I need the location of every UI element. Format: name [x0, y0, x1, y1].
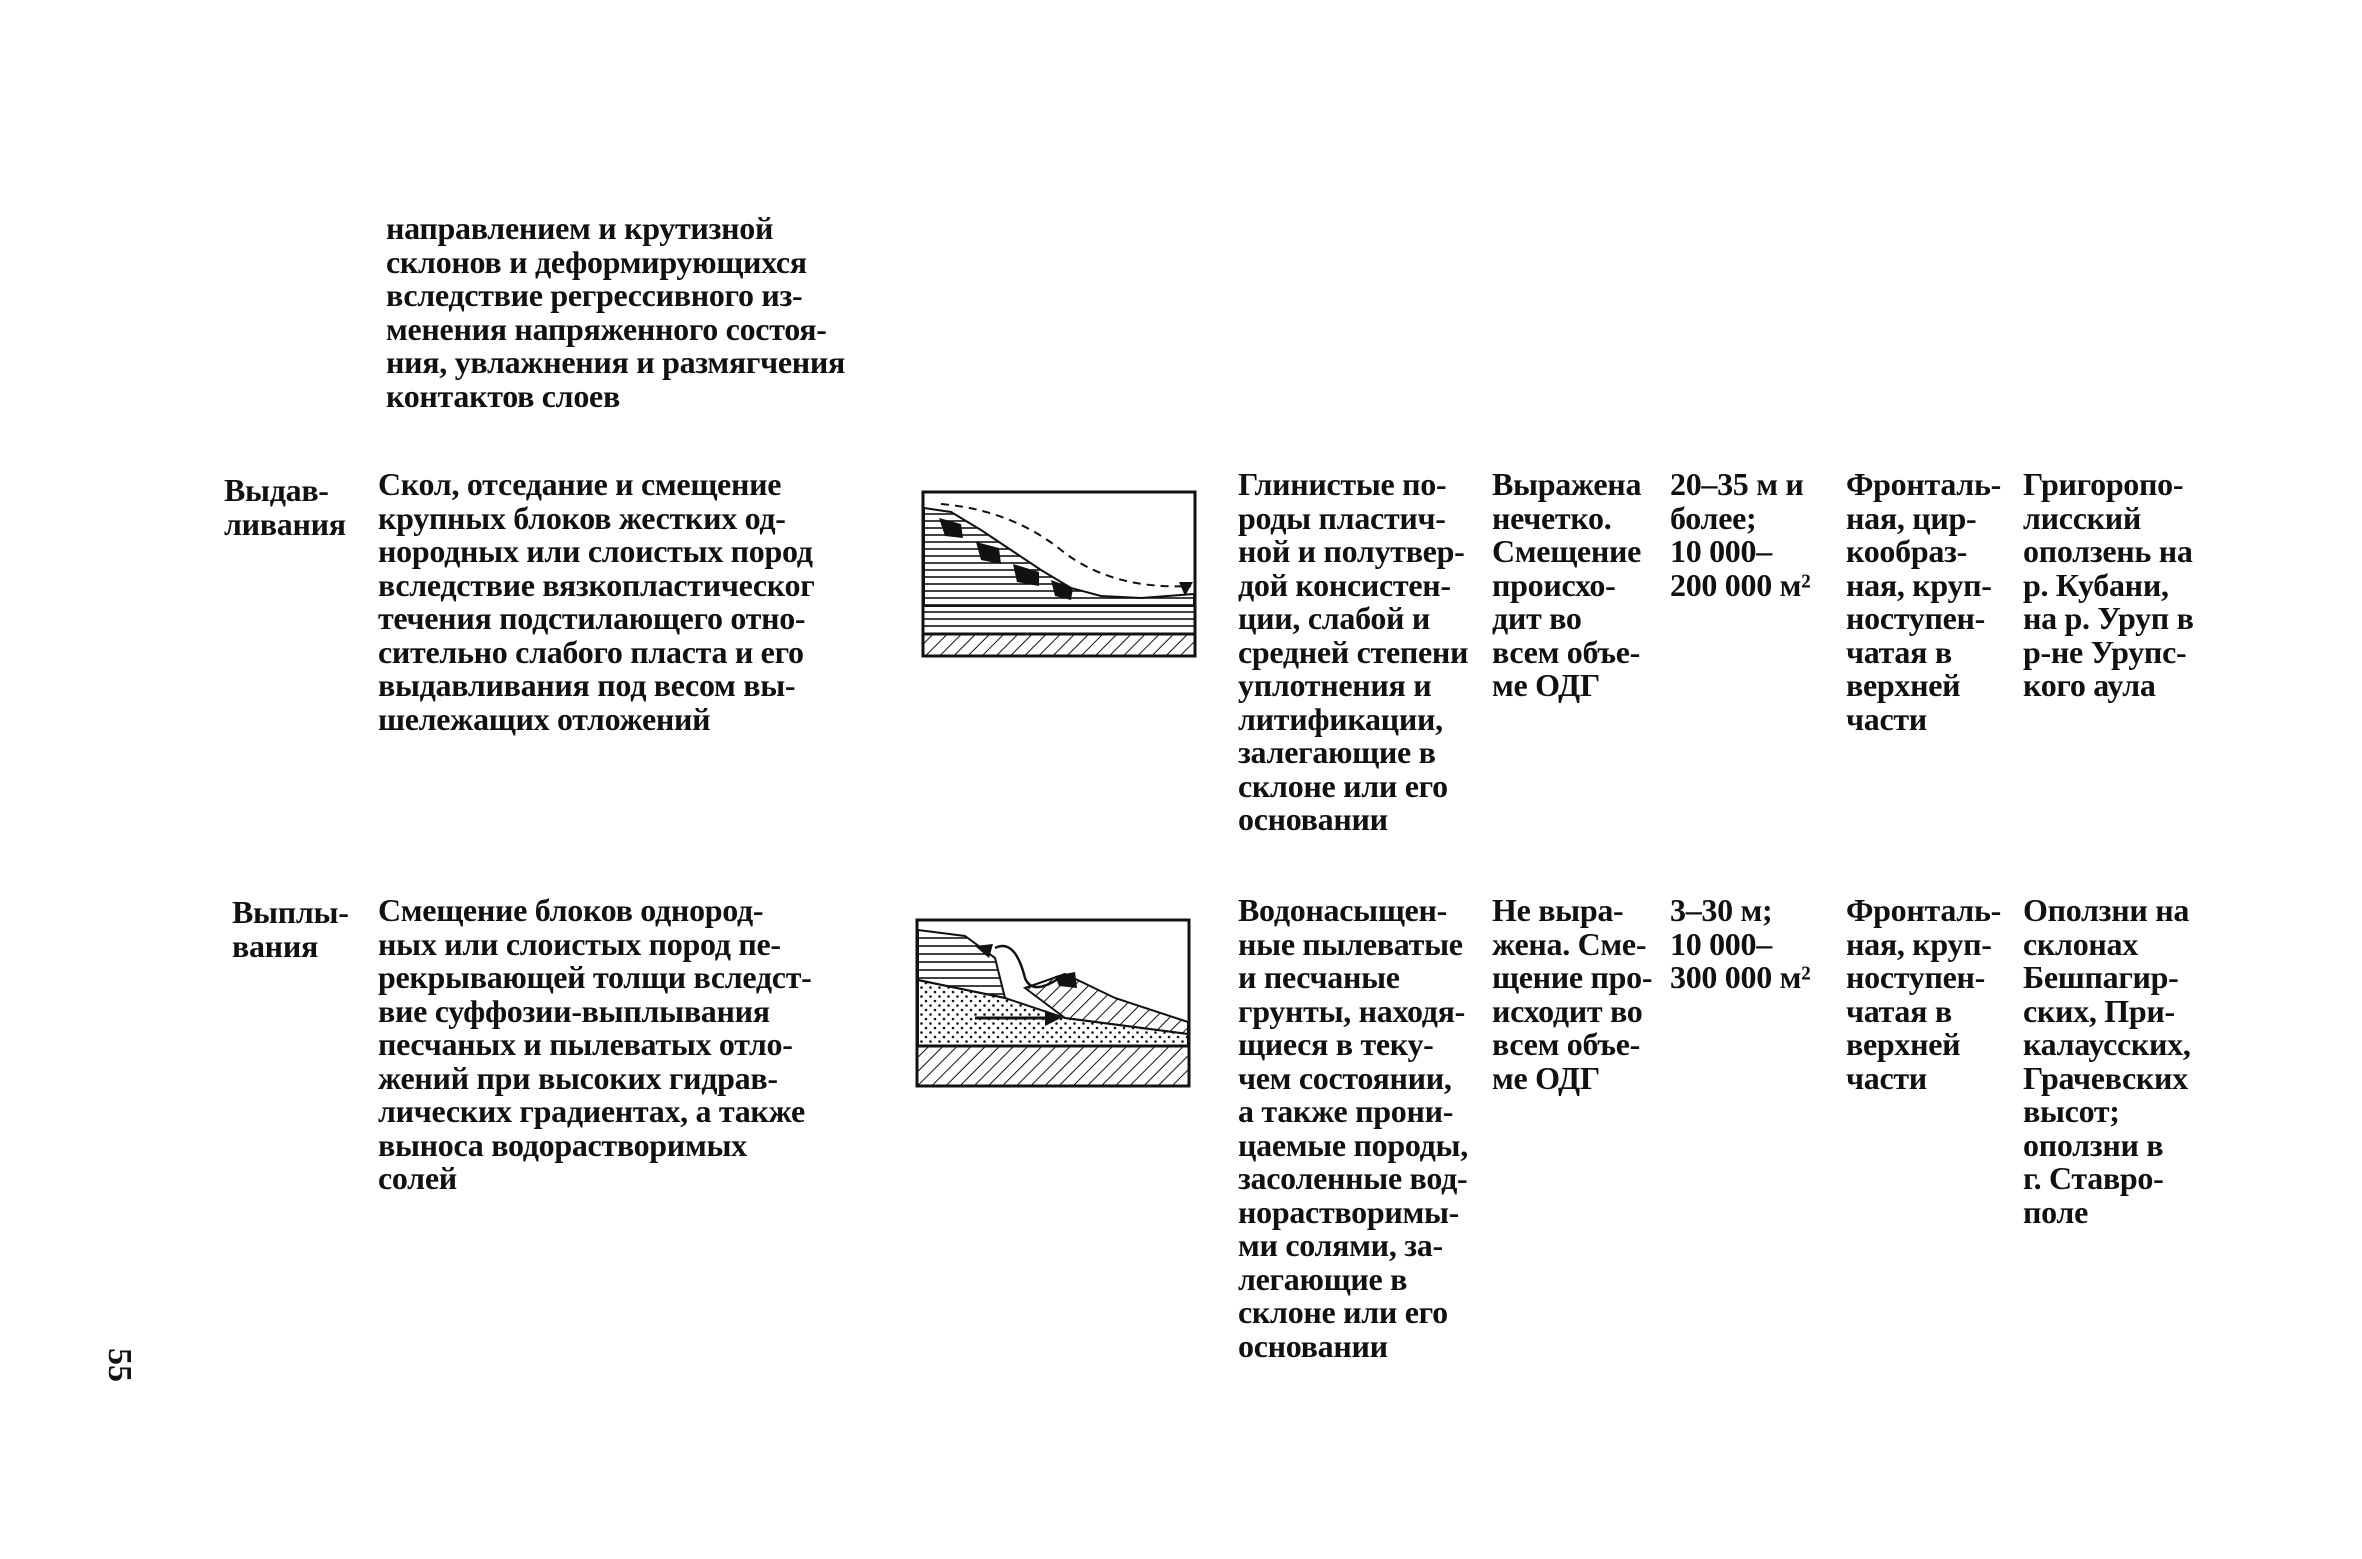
row-shape: Фронталь- ная, круп- ноступен- чатая в верхней части — [1846, 892, 2001, 1096]
row-description: Смещение блоков однород- ных или слоистых пород пе- рекрывающей толщи вследст- вие суффозии-выплывания песчаных и пылеватых отло- жений при высоких гидрав- лических градиентах, а также выноса водорастворимых солей — [378, 892, 812, 1196]
row-rocks: Глинистые по- роды пластич- ной и полутвер- дой консистен- ции, слабой и средней степени уплотнения и литификации, залегающие в склоне или его основании — [1238, 466, 1469, 837]
row-size: 3–30 м; 10 000– 300 000 м² — [1670, 892, 1811, 995]
row-type: Выплы- вания — [232, 894, 349, 964]
page-number: 55 — [101, 1348, 138, 1382]
row-displacement: Выражена нечетко. Смещение происхо- дит во всем объе- ме ОДГ — [1492, 466, 1642, 703]
extrusion-landslide-diagram — [921, 490, 1197, 658]
row-type: Выдав- ливания — [224, 472, 346, 542]
row-description: Скол, отседание и смещение крупных блоков жестких од- нородных или слоистых пород вследствие вязкопластическог течения подстилающего отно- сительно слабого пласта и его выдавливания под весом вы- шележащих отложений — [378, 466, 815, 737]
row-shape: Фронталь- ная, цир- кообраз- ная, круп- ноступен- чатая в верхней части — [1846, 466, 2001, 737]
row-example: Григоропо- лисский оползень на р. Кубани, на р. Уруп в р-не Урупс- кого аула — [2023, 466, 2194, 703]
row-example: Оползни на склонах Бешпагир- ских, При- калаусских, Грачевских высот; оползни в г. Ставро- поле — [2023, 892, 2191, 1230]
row-displacement: Не выра- жена. Сме- щение про- исходит во всем объе- ме ОДГ — [1492, 892, 1653, 1096]
row-rocks: Водонасыщен- ные пылеватые и песчаные грунты, находя- щиеся в теку- чем состоянии, а также прони- цаемые породы, засоленные вод- норастворимы- ми солями, за- легающие в склоне или его основании — [1238, 892, 1468, 1364]
intro-text: направлением и крутизной склонов и деформирующихся вследствие регрессивного из- менения напряженного состоя- ния, увлажнения и размягчения контактов слоев — [386, 210, 846, 414]
row-size: 20–35 м и более; 10 000– 200 000 м² — [1670, 466, 1811, 603]
flow-out-landslide-diagram — [915, 918, 1191, 1088]
